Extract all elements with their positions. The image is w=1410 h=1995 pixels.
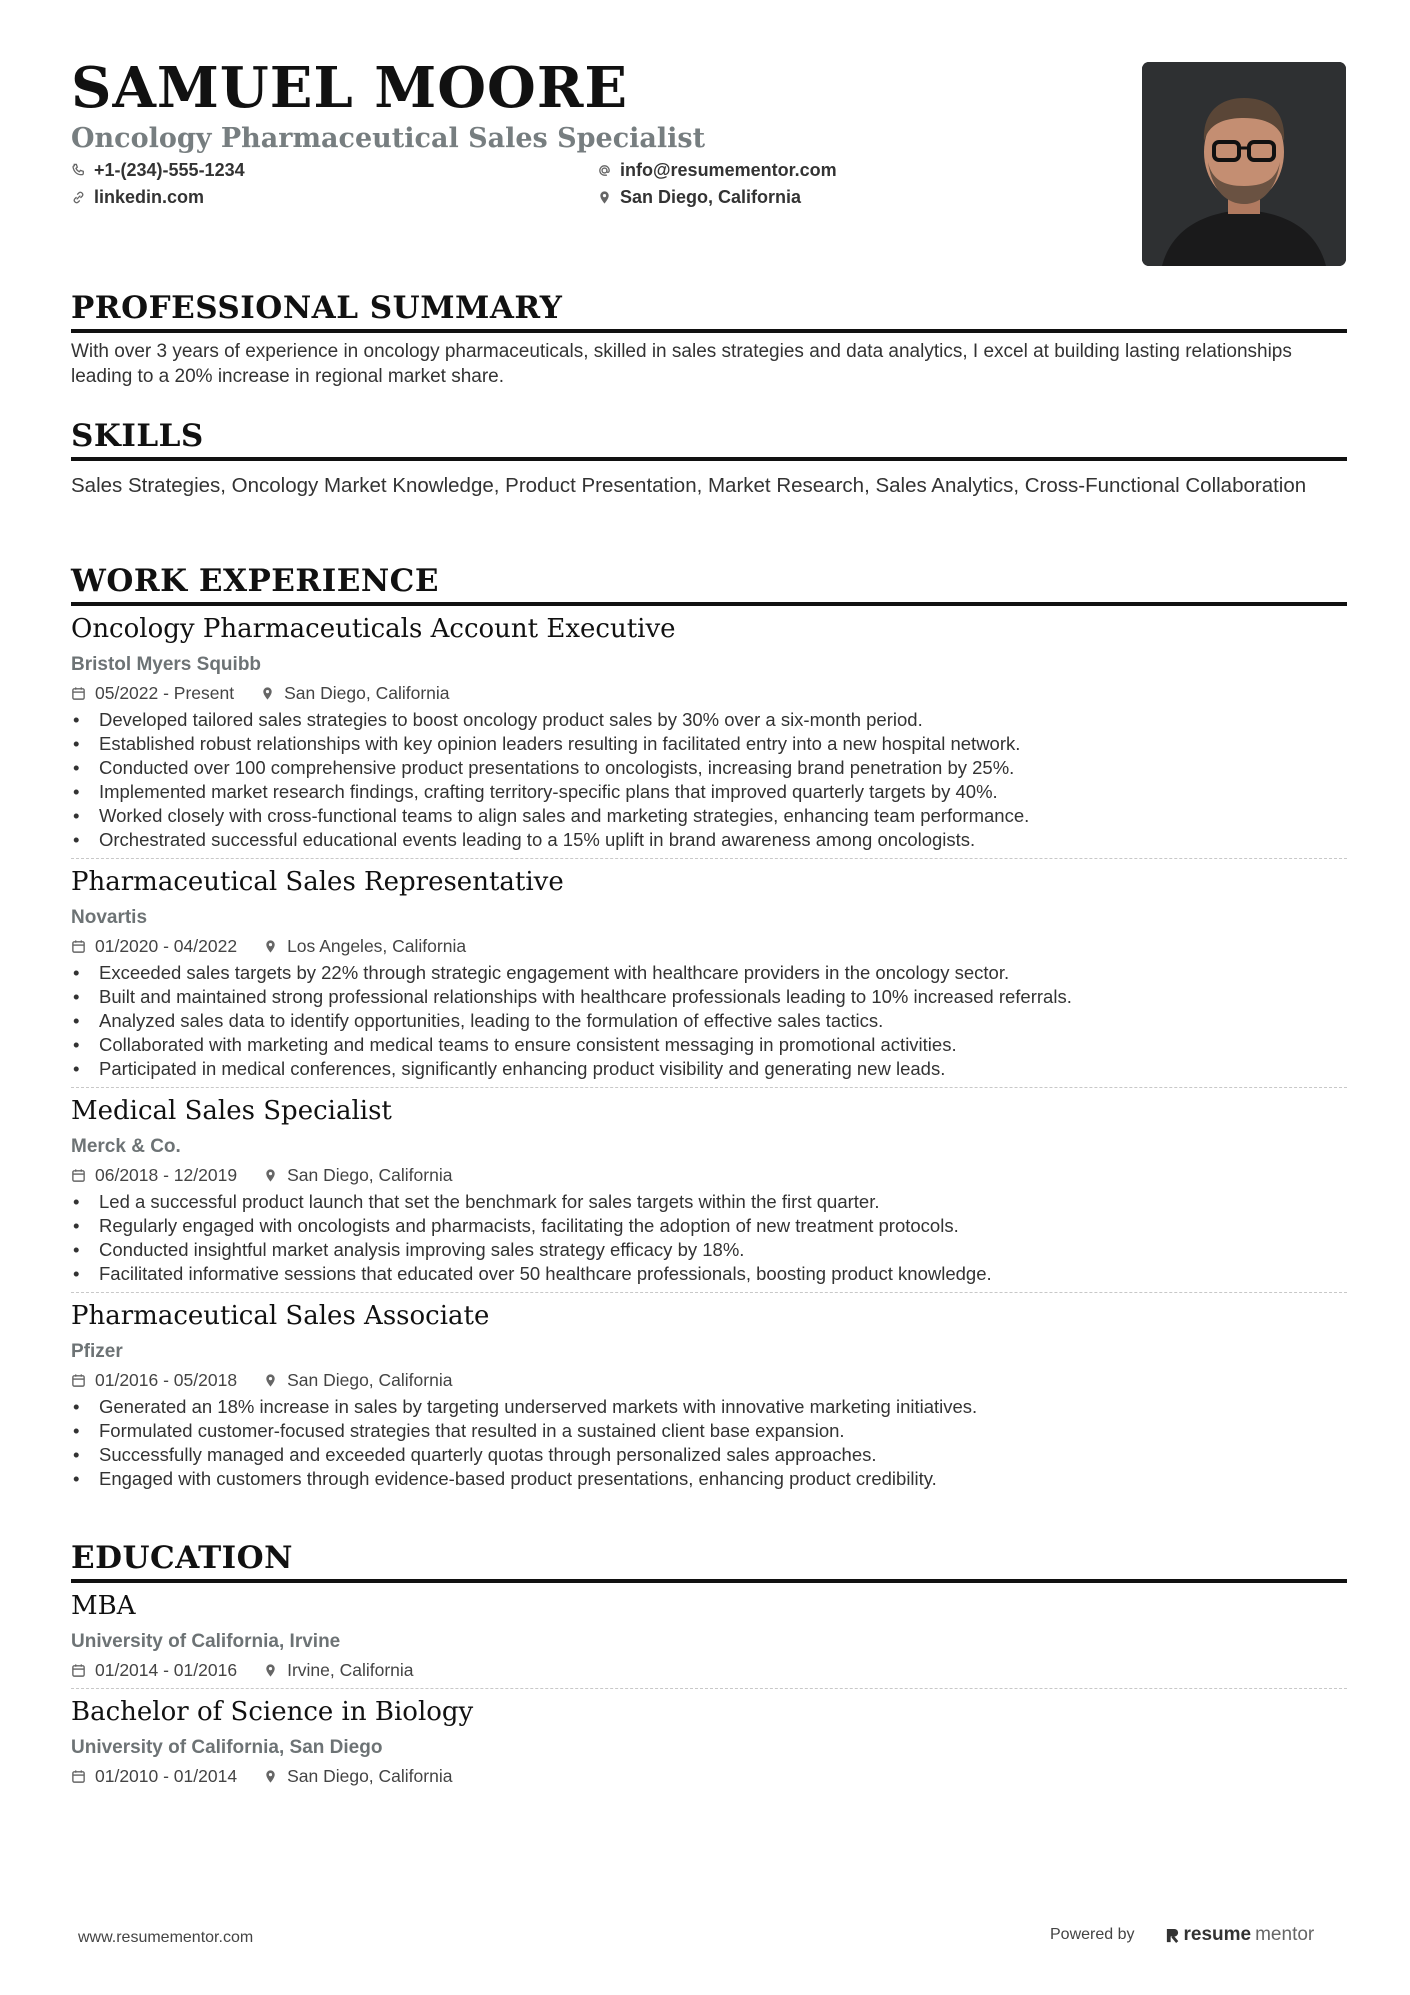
contact-location [597, 187, 801, 208]
section-professional-summary [71, 290, 1347, 389]
education-entry [71, 1589, 1347, 1689]
location-pin-icon [263, 939, 278, 954]
link-icon [71, 190, 86, 205]
job-location: San Diego, California [287, 1370, 453, 1391]
bullet-item: • Conducted insightful market analysis improving sales strategy efficacy by 18%. [71, 1238, 1347, 1262]
bullet-item: • Worked closely with cross-functional teams to align sales and marketing strategies, enhancing team performance. [71, 804, 1347, 828]
calendar-icon [71, 1769, 86, 1784]
bullet-item: • Formulated customer-focused strategies that resulted in a sustained client base expansion. [71, 1419, 1347, 1443]
job-bullets [71, 961, 1347, 1081]
work-heading: WORK EXPERIENCE [71, 563, 1347, 606]
brand-name-bold: resume [1183, 1924, 1252, 1945]
job-title: Pharmaceutical Sales Representative [71, 867, 564, 898]
job-bullets [71, 1395, 1347, 1491]
education-meta [71, 1764, 1347, 1788]
bullet-item: • Established robust relationships with key opinion leaders resulting in facilitated entry into a new hospital network. [71, 732, 1347, 756]
education-dates: 01/2010 - 01/2014 [95, 1766, 238, 1787]
portrait-illustration [1142, 62, 1346, 266]
job-entry [71, 865, 1347, 1088]
job-dates: 06/2018 - 12/2019 [95, 1165, 238, 1186]
job-meta [71, 1163, 1347, 1187]
location-pin-icon [260, 686, 275, 701]
job-entry [71, 1094, 1347, 1293]
education-location: Irvine, California [287, 1660, 414, 1681]
bullet-item: • Engaged with customers through evidence-based product presentations, enhancing product credibility. [71, 1467, 1347, 1491]
degree-title: Bachelor of Science in Biology [71, 1697, 474, 1728]
job-dates: 01/2016 - 05/2018 [95, 1370, 238, 1391]
job-location: Los Angeles, California [287, 936, 467, 957]
bullet-item: • Led a successful product launch that set the benchmark for sales targets within the first quarter. [71, 1190, 1347, 1214]
candidate-name: SAMUEL MOORE [71, 55, 629, 121]
bullet-item: • Regularly engaged with oncologists and pharmacists, facilitating the adoption of new treatment protocols. [71, 1214, 1347, 1238]
location-pin-icon [263, 1769, 278, 1784]
bullet-item: • Conducted over 100 comprehensive product presentations to oncologists, increasing brand penetration by 25%. [71, 756, 1347, 780]
resume-page [71, 0, 1347, 1787]
bullet-item: • Facilitated informative sessions that educated over 50 healthcare professionals, boosting product knowledge. [71, 1262, 1347, 1286]
contact-phone [71, 160, 245, 181]
company-name: Novartis [71, 907, 148, 929]
summary-text: With over 3 years of experience in oncology pharmaceuticals, skilled in sales strategies and data analytics, I excel at building lasting relationships leading to a 20% increase in regional market share. [71, 341, 1292, 388]
footer-website[interactable]: www.resumementor.com [78, 1929, 254, 1946]
contact-linkedin [71, 187, 204, 208]
section-work-experience [71, 563, 1347, 1497]
job-dates: 01/2020 - 04/2022 [95, 936, 238, 957]
school-name: University of California, San Diego [71, 1737, 383, 1759]
bullet-item: • Orchestrated successful educational events leading to a 15% uplift in brand awareness among oncologists. [71, 828, 1347, 852]
bullet-item: • Developed tailored sales strategies to boost oncology product sales by 30% over a six-month period. [71, 708, 1347, 732]
summary-heading: PROFESSIONAL SUMMARY [71, 290, 1347, 333]
job-title: Oncology Pharmaceuticals Account Executive [71, 614, 676, 645]
education-meta [71, 1658, 1347, 1682]
calendar-icon [71, 1663, 86, 1678]
calendar-icon [71, 1168, 86, 1183]
powered-by-label: Powered by [1050, 1926, 1135, 1943]
skills-text: Sales Strategies, Oncology Market Knowledge, Product Presentation, Market Research, Sales Analytics, Cross-Functional Collaboration [71, 474, 1307, 498]
bullet-item: • Implemented market research findings, crafting territory-specific plans that improved quarterly targets by 40%. [71, 780, 1347, 804]
skills-heading: SKILLS [71, 418, 1347, 461]
school-name: University of California, Irvine [71, 1631, 341, 1653]
job-title: Medical Sales Specialist [71, 1096, 392, 1127]
location-pin-icon [597, 190, 612, 205]
phone-text[interactable]: +1-(234)-555-1234 [94, 160, 245, 180]
footer-branding [1050, 1924, 1314, 1946]
bullet-item: • Analyzed sales data to identify opportunities, leading to the formulation of effective sales tactics. [71, 1009, 1347, 1033]
bullet-item: • Collaborated with marketing and medical teams to ensure consistent messaging in promotional activities. [71, 1033, 1347, 1057]
job-bullets [71, 708, 1347, 852]
company-name: Pfizer [71, 1341, 123, 1363]
resumementor-logo-icon [1165, 1927, 1180, 1944]
job-meta [71, 681, 1347, 705]
calendar-icon [71, 1373, 86, 1388]
location-pin-icon [263, 1373, 278, 1388]
job-meta [71, 1368, 1347, 1392]
resume-header [71, 0, 1347, 268]
education-dates: 01/2014 - 01/2016 [95, 1660, 238, 1681]
bullet-item: • Built and maintained strong professional relationships with healthcare professionals leading to 10% increased referrals. [71, 985, 1347, 1009]
brand-logo[interactable] [1165, 1924, 1315, 1946]
company-name: Merck & Co. [71, 1136, 181, 1158]
bullet-item: • Successfully managed and exceeded quarterly quotas through personalized sales approaches. [71, 1443, 1347, 1467]
section-skills [71, 418, 1347, 499]
calendar-icon [71, 686, 86, 701]
candidate-title: Oncology Pharmaceutical Sales Specialist [71, 123, 706, 154]
job-location: San Diego, California [287, 1165, 453, 1186]
job-dates: 05/2022 - Present [95, 683, 235, 704]
at-icon [597, 163, 612, 178]
location-pin-icon [263, 1168, 278, 1183]
job-entry [71, 612, 1347, 859]
degree-title: MBA [71, 1591, 136, 1622]
company-name: Bristol Myers Squibb [71, 654, 262, 676]
education-heading: EDUCATION [71, 1540, 1347, 1583]
calendar-icon [71, 939, 86, 954]
education-entry [71, 1695, 1347, 1794]
bullet-item: • Participated in medical conferences, significantly enhancing product visibility and generating new leads. [71, 1057, 1347, 1081]
email-text[interactable]: info@resumementor.com [620, 160, 837, 180]
job-title: Pharmaceutical Sales Associate [71, 1301, 490, 1332]
brand-name-light: mentor [1255, 1924, 1315, 1945]
location-pin-icon [263, 1663, 278, 1678]
education-location: San Diego, California [287, 1766, 453, 1787]
bullet-item: • Generated an 18% increase in sales by targeting underserved markets with innovative marketing initiatives. [71, 1395, 1347, 1419]
job-bullets [71, 1190, 1347, 1286]
phone-icon [71, 163, 86, 178]
linkedin-text[interactable]: linkedin.com [94, 187, 205, 207]
job-location: San Diego, California [284, 683, 450, 704]
bullet-item: • Exceeded sales targets by 22% through strategic engagement with healthcare providers in the oncology sector. [71, 961, 1347, 985]
job-meta [71, 934, 1347, 958]
contact-email [597, 160, 837, 181]
job-entry [71, 1299, 1347, 1497]
profile-photo [1142, 62, 1346, 266]
location-text: San Diego, California [620, 187, 802, 207]
section-education [71, 1540, 1347, 1794]
